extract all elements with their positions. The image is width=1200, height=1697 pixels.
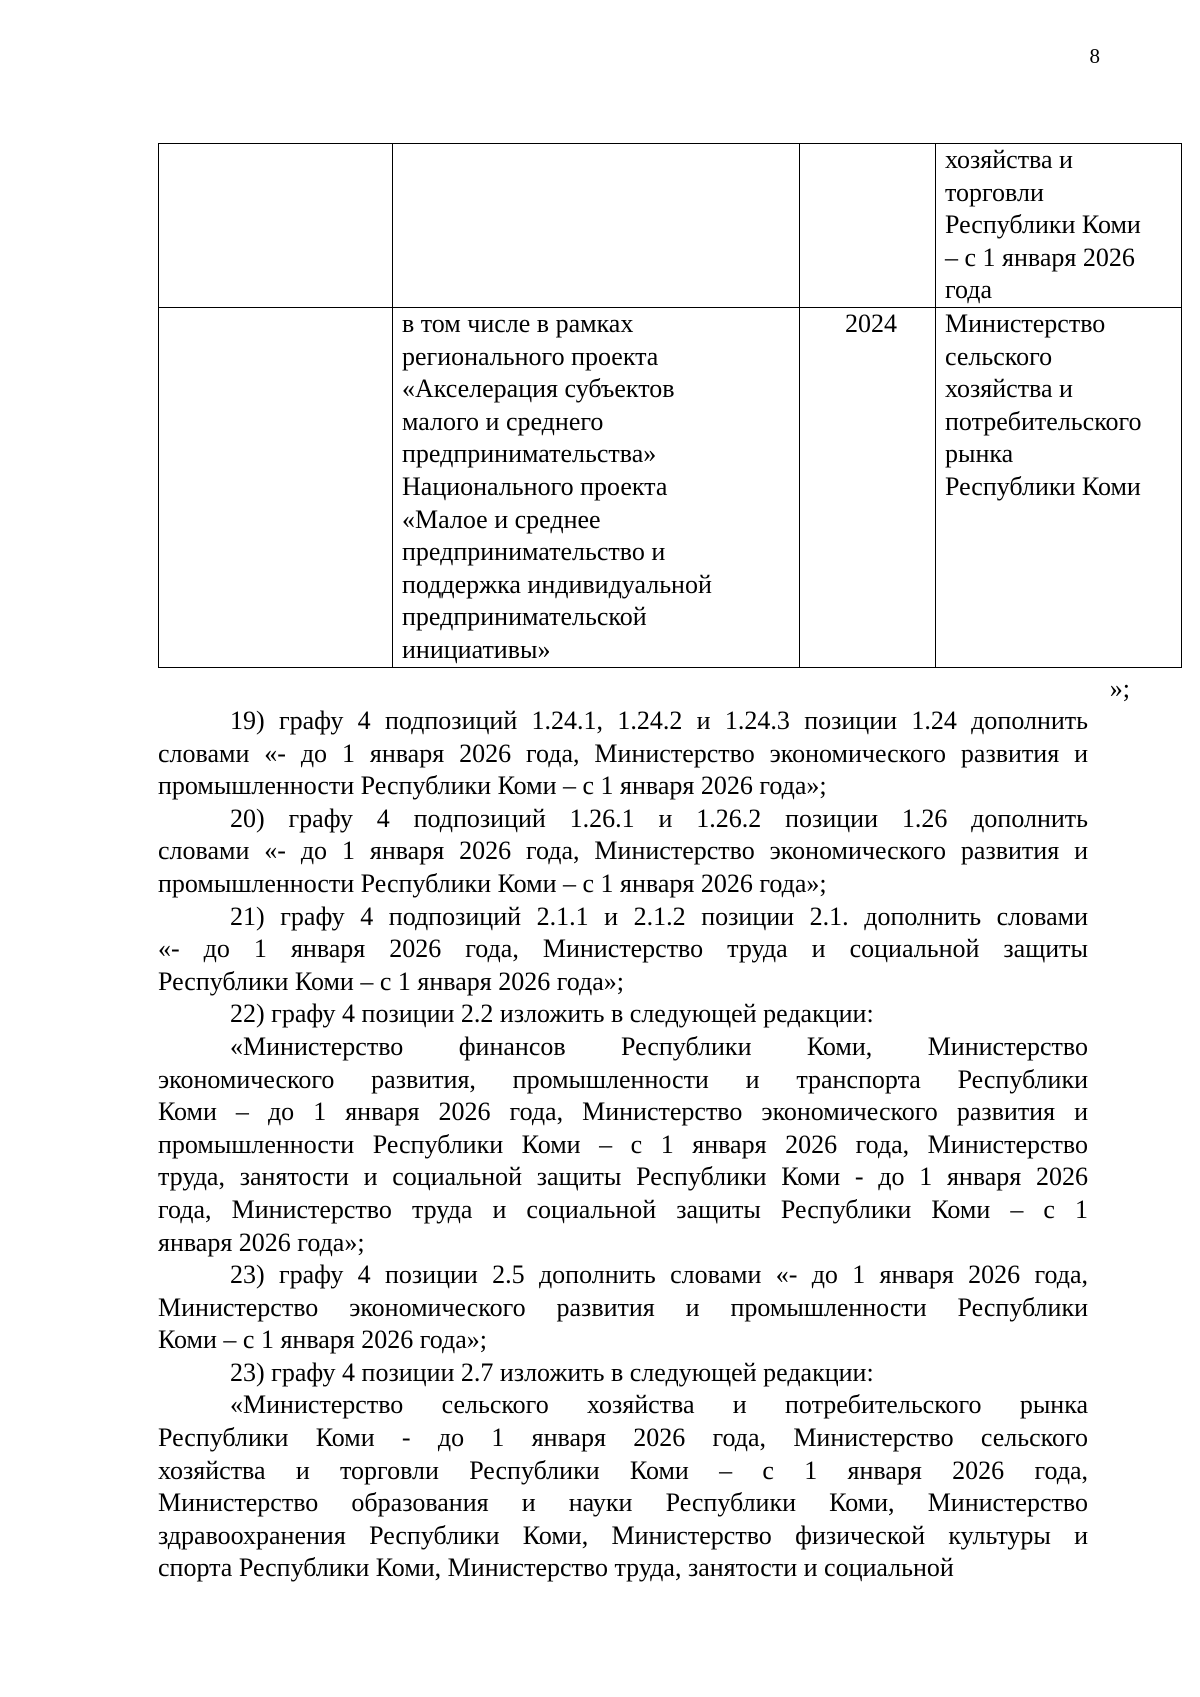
table-row — [159, 144, 1182, 308]
paragraph-line: 20) графу 4 подпозиций 1.26.1 и 1.26.2 позиции 1.26 дополнить — [230, 803, 1088, 833]
cell-text-line: хозяйства и — [945, 145, 1073, 174]
cell-text-line: Национального проекта — [402, 471, 668, 501]
paragraph-line: Министерство образования и науки Республики Коми, Министерство — [158, 1488, 1088, 1518]
cell-text-line: Республики Коми — [945, 471, 1141, 501]
page-number: 8 — [1089, 44, 1100, 68]
paragraph — [158, 1259, 1088, 1357]
cell-text-line: регионального проекта — [402, 341, 659, 371]
paragraph-line: 19) графу 4 подпозиций 1.24.1, 1.24.2 и 1.24.3 позиции 1.24 дополнить — [230, 706, 1088, 735]
cell-text-line: поддержка индивидуальной — [402, 569, 712, 599]
table-row — [159, 307, 1182, 667]
paragraph-line: словами «- до 1 января 2026 года, Министерство экономического развития и — [158, 738, 1088, 768]
paragraph — [158, 998, 1088, 1031]
paragraph — [158, 901, 1088, 999]
table-cell-col2 — [393, 307, 800, 667]
paragraph-line: Министерство экономического развития и промышленности Республики — [158, 1292, 1088, 1322]
table-cell-col2 — [393, 144, 800, 308]
cell-text-line: – с 1 января 2026 — [945, 242, 1135, 272]
table-cell-col4 — [936, 144, 1182, 308]
paragraph-line: промышленности Республики Коми – с 1 января 2026 года, Министерство — [158, 1129, 1088, 1159]
paragraph-line: труда, занятости и социальной защиты Республики Коми - до 1 января 2026 — [158, 1162, 1088, 1192]
continuation-table — [158, 143, 1182, 668]
paragraph-line: «Министерство сельского хозяйства и потребительского рынка — [230, 1390, 1088, 1420]
paragraph — [158, 1357, 1088, 1390]
paragraph-line: здравоохранения Республики Коми, Министерство физической культуры и — [158, 1520, 1088, 1550]
paragraph-line: Коми – до 1 января 2026 года, Министерство экономического развития и — [158, 1097, 1088, 1127]
paragraph-line: промышленности Республики Коми – с 1 января 2026 года»; — [158, 868, 827, 898]
cell-text-line: Министерство — [945, 308, 1106, 338]
paragraph-line: Республики Коми – с 1 января 2026 года»; — [158, 966, 624, 996]
cell-text-line: малого и среднего — [402, 406, 604, 436]
cell-text-line: потребительского — [945, 406, 1142, 436]
cell-text-line: сельского — [945, 341, 1053, 371]
cell-text-line: в том числе в рамках — [402, 308, 634, 338]
cell-text-line: инициативы» — [402, 634, 551, 664]
table-cell-col4 — [936, 307, 1182, 667]
paragraph-line: 23) графу 4 позиции 2.7 изложить в следующей редакции: — [230, 1357, 874, 1387]
table-cell-year: 2024 — [800, 307, 936, 667]
paragraph-line: 21) графу 4 подпозиций 2.1.1 и 2.1.2 позиции 2.1. дополнить словами — [230, 901, 1088, 931]
paragraph — [158, 1031, 1088, 1259]
paragraph-line: года, Министерство труда и социальной защиты Республики Коми – с 1 — [158, 1194, 1088, 1224]
paragraph-line: промышленности Республики Коми – с 1 января 2026 года»; — [158, 771, 827, 801]
cell-text-line: предпринимательство и — [402, 537, 666, 567]
paragraph — [158, 803, 1088, 901]
paragraph-line: «Министерство финансов Республики Коми, Министерство — [230, 1031, 1088, 1061]
paragraph — [158, 705, 1088, 803]
paragraph-line: экономического развития, промышленности и транспорта Республики — [158, 1064, 1088, 1094]
cell-text-line: рынка — [945, 439, 1014, 469]
paragraph-line: спорта Республики Коми, Министерство труда, занятости и социальной — [158, 1553, 954, 1583]
cell-text-line: предпринимательства» — [402, 439, 657, 469]
cell-text-line: торговли — [945, 177, 1044, 207]
cell-text-line: «Акселерация субъектов — [402, 374, 675, 404]
paragraph-line: хозяйства и торговли Республики Коми – с 1 января 2026 года, — [158, 1455, 1088, 1485]
cell-text-line: хозяйства и — [945, 374, 1073, 404]
table-cell-col1 — [159, 144, 393, 308]
cell-text-line: «Малое и среднее — [402, 504, 601, 534]
cell-text-line: Республики Коми — [945, 210, 1141, 240]
cell-text-line: года — [945, 275, 993, 305]
paragraph-line: Республики Коми - до 1 января 2026 года, Министерство сельского — [158, 1423, 1088, 1453]
document-body — [158, 705, 1088, 1585]
paragraph-line: Коми – с 1 января 2026 года»; — [158, 1325, 488, 1355]
paragraph-line: 22) графу 4 позиции 2.2 изложить в следующей редакции: — [230, 999, 874, 1029]
paragraph-line: 23) графу 4 позиции 2.5 дополнить словами «- до 1 января 2026 года, — [230, 1260, 1088, 1290]
cell-text-line: предпринимательской — [402, 602, 647, 632]
paragraph — [158, 1389, 1088, 1585]
table-cell-col3 — [800, 144, 936, 308]
paragraph-line: словами «- до 1 января 2026 года, Министерство экономического развития и — [158, 836, 1088, 866]
closing-quote: »; — [1109, 674, 1130, 703]
paragraph-line: января 2026 года»; — [158, 1227, 365, 1257]
table-cell-col1 — [159, 307, 393, 667]
paragraph-line: «- до 1 января 2026 года, Министерство труда и социальной защиты — [158, 934, 1088, 964]
